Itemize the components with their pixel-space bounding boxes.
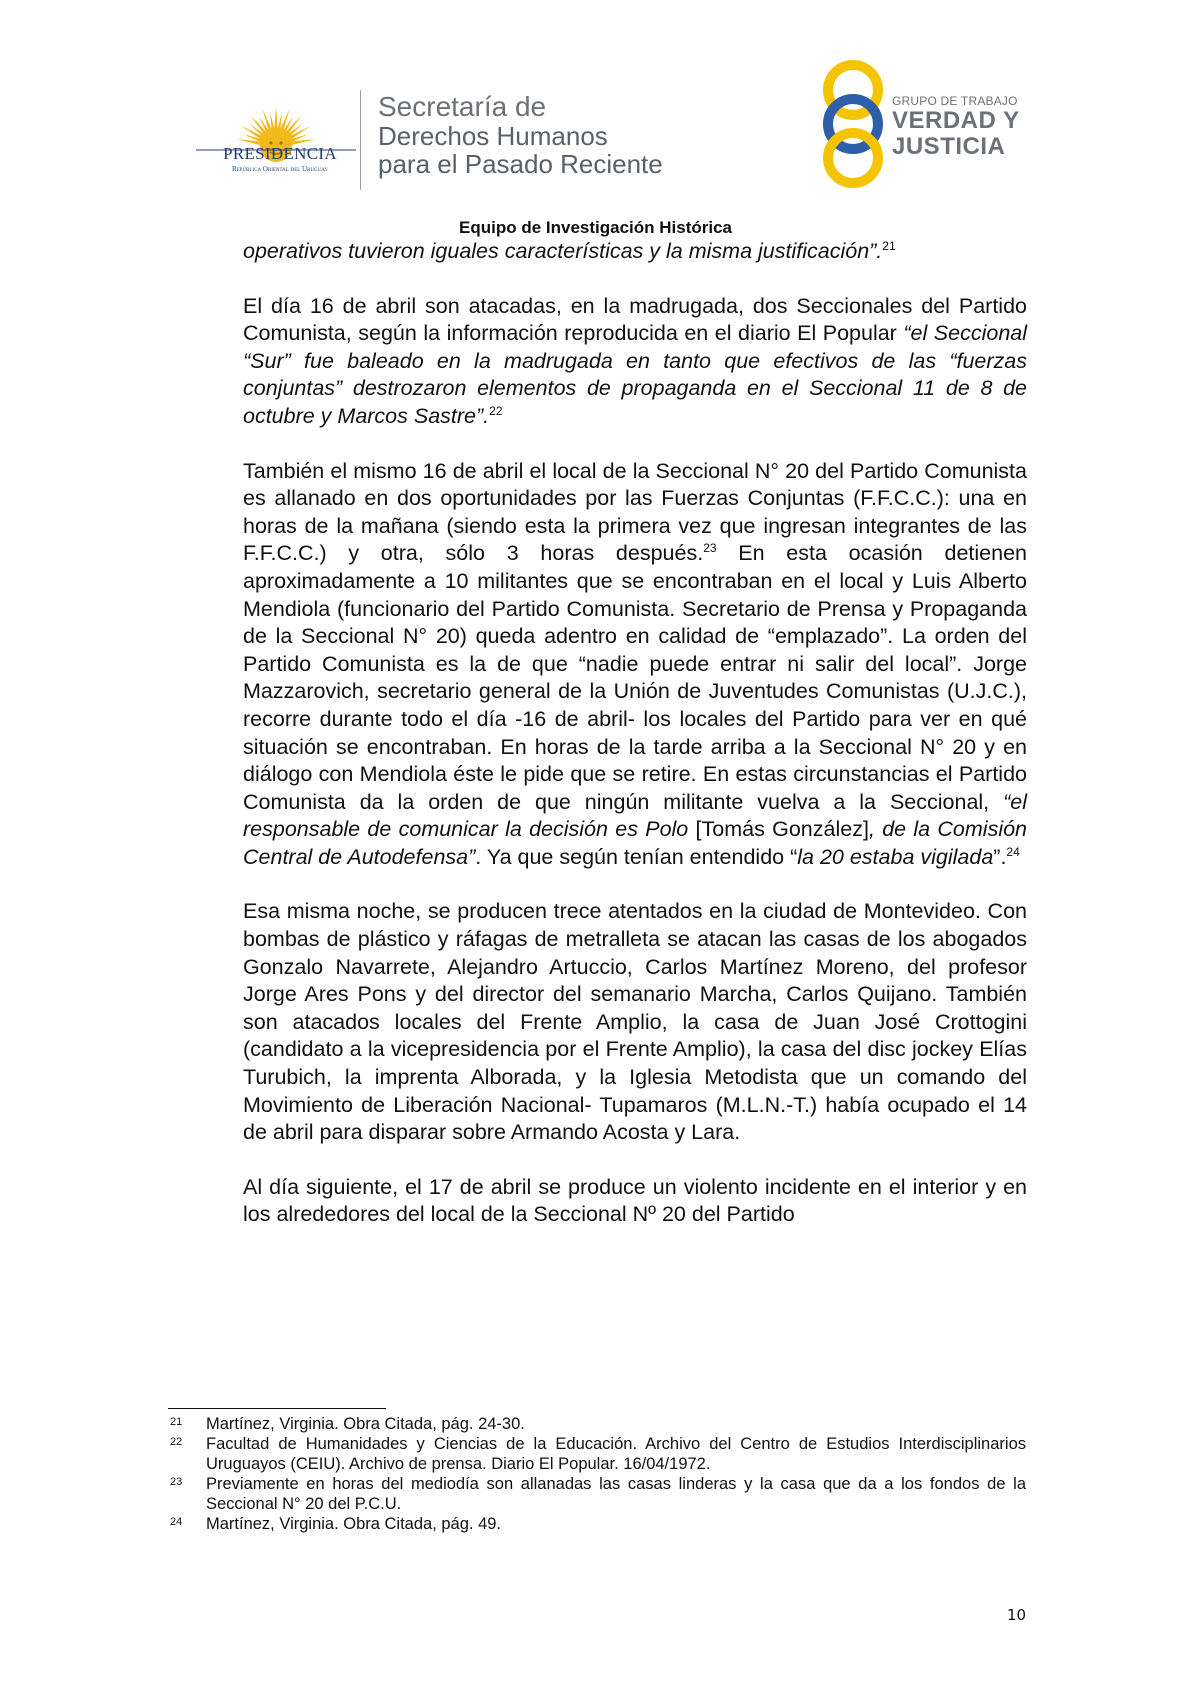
p2-text-e: ”. — [993, 844, 1007, 869]
footnote-number: 21 — [170, 1416, 183, 1428]
secretaria-line-2: Derechos Humanos — [378, 121, 608, 151]
page-header — [0, 58, 1191, 208]
footnote-21 — [168, 1414, 1026, 1434]
p2-text-d: . Ya que según tenían entendido “ — [475, 844, 798, 869]
secretaria-logo-text — [378, 92, 663, 178]
secretaria-line-3: para el Pasado Reciente — [378, 149, 663, 179]
footnote-ref-24: 24 — [1006, 844, 1020, 859]
footnote-ref-21: 21 — [882, 239, 896, 253]
paragraph-3: Esa misma noche, se producen trece atentados en la ciudad de Montevideo. Con bombas de plástico y ráfagas de metralleta se atacan las casas de los abogados Gonzalo Navarrete, Alejandro Artuccio, Carlos Martínez Moreno, del profesor Jorge Ares Pons y del director del semanario Marcha, Carlos Quijano. También son atacados locales del Frente Amplio, la casa de Juan José Crottogini (candidato a la vicepresidencia por el Frente Amplio), la casa del disc jockey Elías Turubich, la imprenta Alborada, y la Iglesia Metodista que un comando del Movimiento de Liberación Nacional- Tupamaros (M.L.N.-T.) había ocupado el 14 de abril para disparar sobre Armando Acosta y Lara. — [243, 899, 1027, 1145]
footnote-separator — [168, 1408, 386, 1409]
footnote-number: 24 — [170, 1516, 183, 1528]
p1-italic: “el Seccional “Sur” fue baleado en la madrugada en tanto que efectivos de las “fuerzas conjuntas” destrozaron elementos de propaganda en el Seccional 11 de 8 de octubre y Marcos Sastre”. — [243, 321, 1028, 428]
p2-text-b: En esta ocasión detienen aproximadamente a 10 militantes que se encontraban en el local y Luis Alberto Mendiola (funcionario del Partido Comunista. Secretario de Prensa y Propaganda de la Seccional N° 20) queda adentro en calidad de “emplazado”. La orden del Partido Comunista es la de que “nadie puede entrar ni salir del local”. Jorge Mazzarovich, secretario general de la Unión de Juventudes Comunistas (U.J.C.), recorre durante todo el día -16 de abril- los locales del Partido para ver en qué situación se encontraban. En horas de la tarde arriba a la Seccional N° 20 y en diálogo con Mendiola éste le pide que se retire. En estas circunstancias el Partido Comunista da la orden de que ningún militante vuelva a la Seccional, — [243, 541, 1027, 814]
footnote-24 — [168, 1514, 1026, 1534]
p2-italic-2: , de la Comisión Central de Autodefensa” — [243, 817, 1028, 869]
verdad-justicia-wordmark — [892, 94, 1020, 160]
gvj-line-3: JUSTICIA — [892, 133, 1006, 160]
paragraph-2 — [243, 458, 1027, 872]
presidencia-subtitle: República Oriental del Uruguay — [231, 165, 329, 173]
gvj-line-1: GRUPO DE TRABAJO — [892, 94, 1018, 108]
gvj-line-2: VERDAD Y — [892, 107, 1020, 134]
p2-italic-1: “el responsable de comunicar la decisión es Polo — [243, 789, 1027, 842]
verdad-justicia-rings-logo — [812, 60, 894, 188]
footnotes — [168, 1414, 1026, 1534]
presidencia-name: PRESIDENCIA — [223, 144, 337, 163]
team-title: Equipo de Investigación Histórica — [459, 218, 732, 237]
footnote-ref-23: 23 — [703, 541, 717, 556]
footnote-text: Martínez, Virginia. Obra Citada, pág. 24-30. — [206, 1415, 525, 1433]
p1-text: El día 16 de abril son atacadas, en la madrugada, dos Seccionales del Partido Comunista, según la información reproducida en el diario El Popular — [243, 293, 1027, 346]
secretaria-line-1: Secretaría de — [378, 91, 547, 122]
header-divider — [360, 90, 361, 190]
presidencia-wordmark — [200, 144, 360, 173]
paragraph-4: Al día siguiente, el 17 de abril se produce un violento incidente en el interior y en los alrededores del local de la Seccional Nº 20 del Partido — [243, 1174, 1027, 1227]
footnote-text: Martínez, Virginia. Obra Citada, pág. 49. — [206, 1515, 502, 1533]
footnote-number: 23 — [170, 1476, 183, 1488]
footnote-text: Previamente en horas del mediodía son allanadas las casas linderas y la casa que da a los fondos de la Seccional N° 20 del P.C.U. — [206, 1475, 1026, 1513]
footnote-ref-22: 22 — [489, 403, 503, 418]
paragraph-0 — [243, 238, 1027, 266]
document-body — [243, 238, 1027, 1256]
p2-text-a: También el mismo 16 de abril el local de la Seccional N° 20 del Partido Comunista es allanado en dos oportunidades por las Fuerzas Conjuntas (F.F.C.C.): una en horas de la mañana (siendo esta la primera vez que ingresan integrantes de las F.F.C.C.) y otra, sólo 3 horas después. — [243, 458, 1027, 566]
footnote-23 — [168, 1474, 1026, 1514]
paragraph-1 — [243, 293, 1027, 431]
p2-text-c: [Tomás González] — [688, 817, 869, 842]
footnote-text: Facultad de Humanidades y Ciencias de la Educación. Archivo del Centro de Estudios Interdisciplinarios Uruguayos (CEIU). Archivo de prensa. Diario El Popular. 16/04/1972. — [206, 1435, 1026, 1473]
footnote-number: 22 — [170, 1436, 183, 1448]
page-number: 10 — [1007, 1606, 1027, 1624]
footnote-22 — [168, 1434, 1026, 1474]
p0-italic: operativos tuvieron iguales características y la misma justificación”. — [243, 239, 883, 263]
p2-italic-3: la 20 estaba vigilada — [797, 844, 994, 869]
